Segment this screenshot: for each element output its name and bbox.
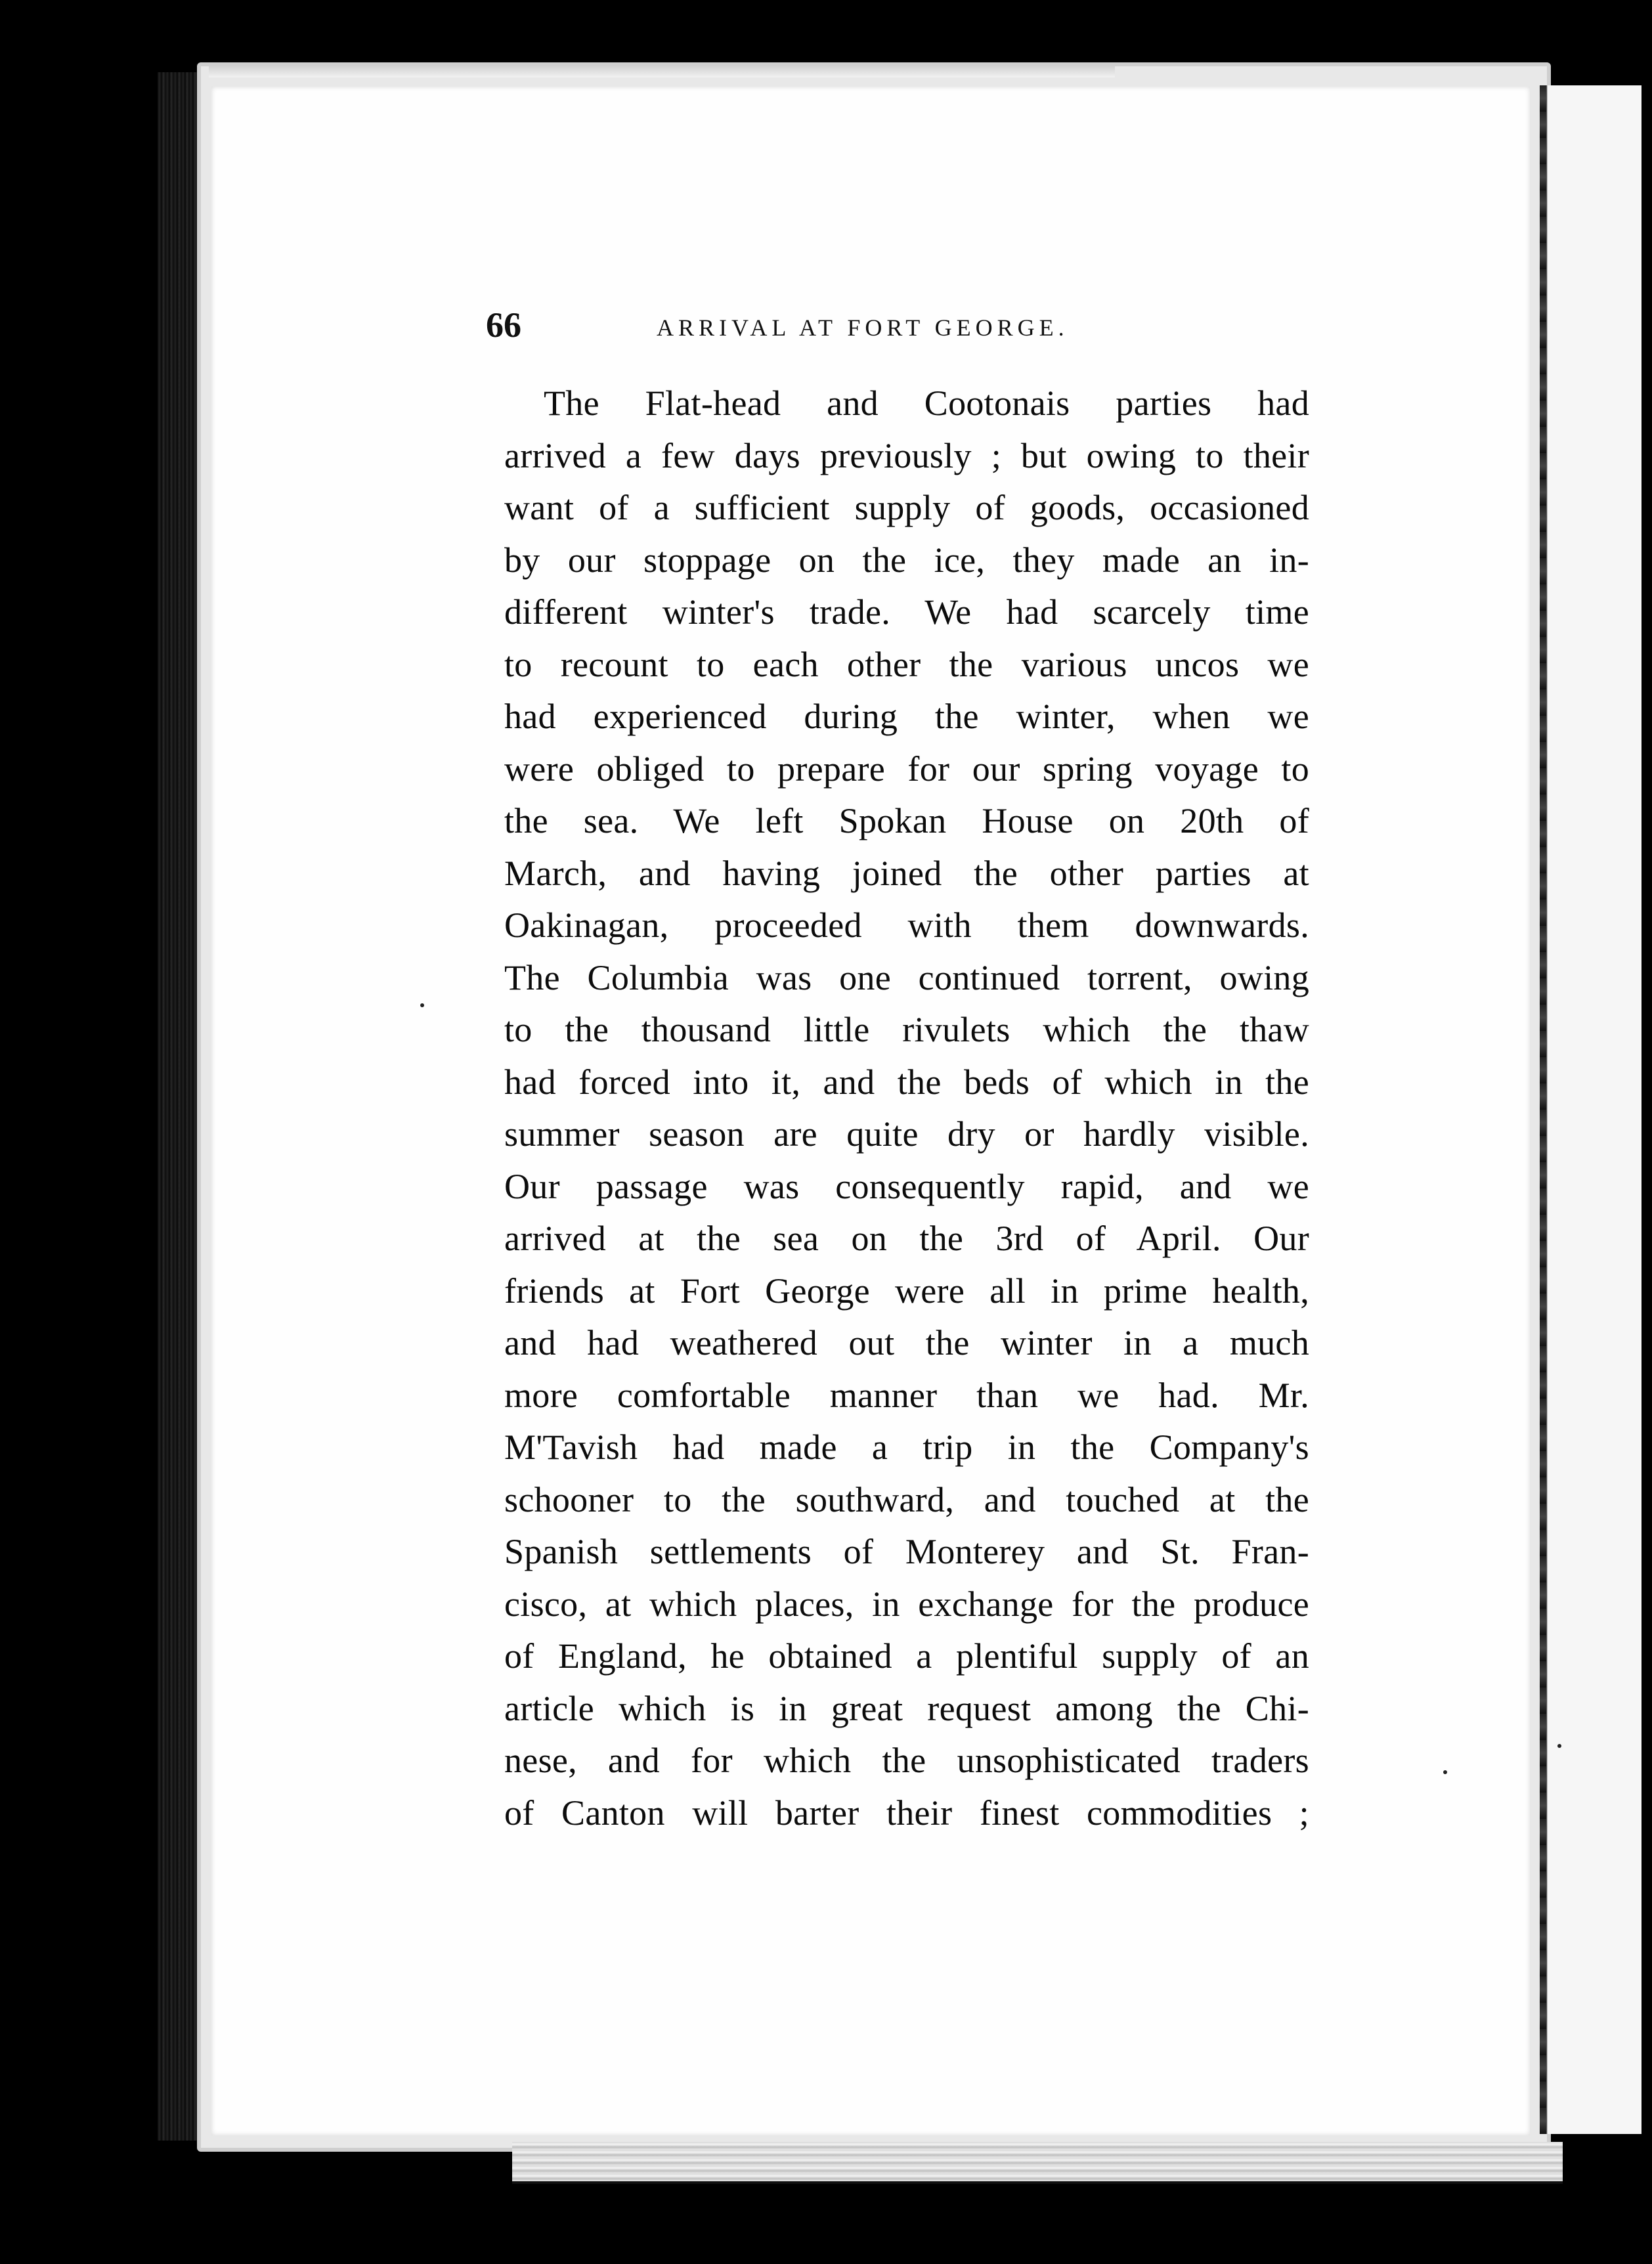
text-line: by our stoppage on the ice, they made an in- [504,540,1309,580]
text-line: summer season are quite dry or hardly visible. [504,1114,1309,1154]
facing-page-edge [1540,85,1641,2134]
text-line: to the thousand little rivulets which the thaw [504,1010,1309,1049]
text-line: want of a sufficient supply of goods, occasioned [504,488,1309,527]
text-line: more comfortable manner than we had. Mr. [504,1375,1309,1415]
page-top-edge [209,66,1115,77]
text-line: Spanish settlements of Monterey and St. Fran- [504,1532,1309,1571]
text-line: The Columbia was one continued torrent, owing [504,957,1309,997]
text-line: nese, and for which the unsophisticated traders [504,1741,1309,1780]
scan-speck [1443,1770,1447,1774]
text-line: were obliged to prepare for our spring voyage to [504,749,1309,789]
text-line: different winter's trade. We had scarcely time [504,592,1309,632]
text-line: schooner to the southward, and touched at the [504,1479,1309,1519]
text-line: cisco, at which places, in exchange for the produce [504,1584,1309,1624]
text-line: The Flat-head and Cootonais parties had [544,383,1309,423]
text-line: friends at Fort George were all in prime health, [504,1271,1309,1311]
page-number: 66 [486,305,521,345]
text-line: had experienced during the winter, when we [504,697,1309,736]
body-text [504,378,1309,1839]
text-line: had forced into it, and the beds of which in the [504,1062,1309,1102]
running-head: ARRIVAL AT FORT GEORGE. [657,315,1069,341]
text-line: of England, he obtained a plentiful supply of an [504,1636,1309,1676]
page-header [486,305,1313,351]
text-line: M'Tavish had made a trip in the Company's [504,1427,1309,1467]
text-line: to recount to each other the various uncos we [504,644,1309,684]
text-line: of Canton will barter their finest commodities ; [504,1793,1309,1833]
scan-speck [420,1003,424,1007]
text-line: arrived at the sea on the 3rd of April. Our [504,1219,1309,1258]
text-line: Oakinagan, proceeded with them downwards. [504,905,1309,945]
page-bottom-edge [512,2142,1563,2184]
text-line: arrived a few days previously ; but owing to their [504,435,1309,475]
text-line: March, and having joined the other parties at [504,853,1309,893]
text-line: and had weathered out the winter in a much [504,1323,1309,1362]
scan-speck [1557,1744,1561,1748]
text-line: the sea. We left Spokan House on 20th of [504,801,1309,840]
text-line: Our passage was consequently rapid, and we [504,1166,1309,1206]
text-line: article which is in great request among the Chi- [504,1688,1309,1728]
